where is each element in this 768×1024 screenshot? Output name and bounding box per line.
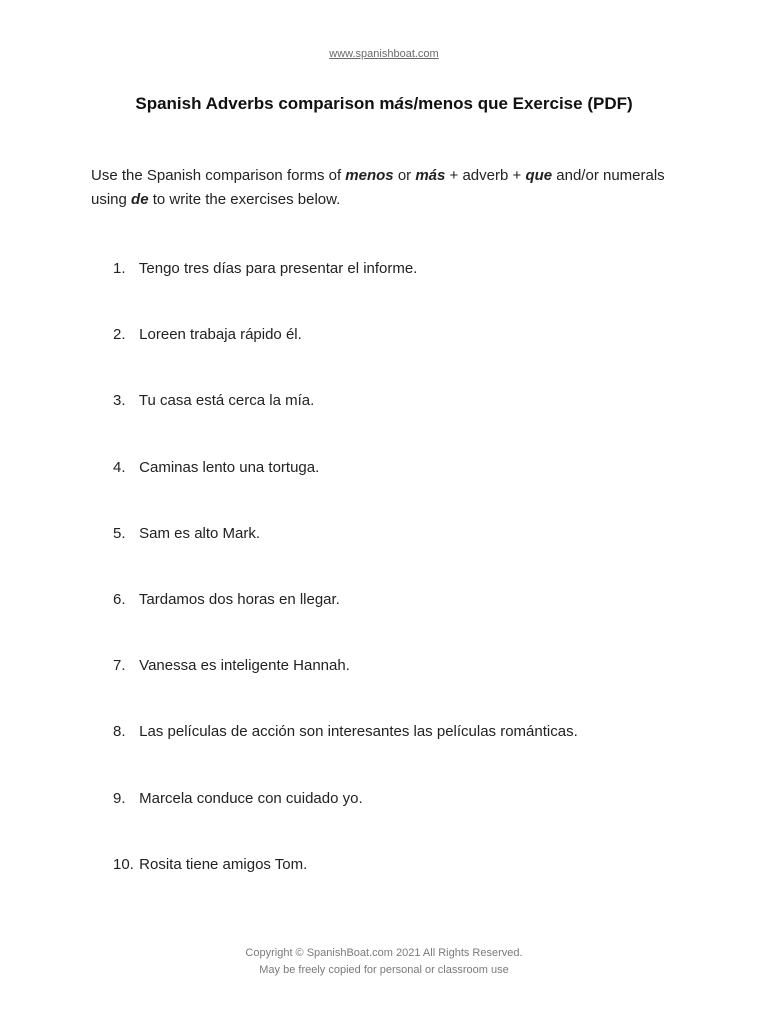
keyword-menos: menos xyxy=(345,167,394,184)
exercise-item-4 xyxy=(113,456,713,522)
exercise-text: Loreen trabaja rápido él. xyxy=(139,326,302,344)
title-part-2: s/menos que Exercise (PDF) xyxy=(404,94,633,113)
exercise-item-1 xyxy=(113,257,713,323)
keyword-de: de xyxy=(131,191,149,208)
exercise-number: 6. xyxy=(113,590,126,608)
exercise-text: Sam es alto Mark. xyxy=(139,524,261,542)
keyword-mas: más xyxy=(415,167,446,184)
exercise-number: 7. xyxy=(113,657,126,675)
exercise-item-6 xyxy=(113,588,713,654)
exercise-number: 8. xyxy=(113,723,126,741)
exercise-item-10 xyxy=(113,853,713,919)
exercise-item-7 xyxy=(113,654,713,720)
footer-usage-note: May be freely copied for personal or classroom use xyxy=(259,964,509,976)
exercise-number: 9. xyxy=(113,789,126,807)
exercise-text: Marcela conduce con cuidado yo. xyxy=(139,789,363,807)
exercise-text: Rosita tiene amigos Tom. xyxy=(139,855,308,873)
exercise-text: Las películas de acción son interesantes las películas románticas. xyxy=(139,723,578,741)
intro-text-1: Use the Spanish comparison forms of xyxy=(91,167,346,184)
keyword-que: que xyxy=(525,167,553,184)
exercise-item-9 xyxy=(113,787,713,853)
intro-text-3: + adverb + xyxy=(445,167,526,184)
exercise-item-5 xyxy=(113,522,713,588)
exercise-number: 5. xyxy=(113,524,126,542)
instructions-paragraph xyxy=(91,164,691,212)
page-title xyxy=(0,94,768,114)
exercise-text: Tengo tres días para presentar el informe. xyxy=(138,260,418,277)
title-accent: á xyxy=(394,94,404,113)
exercise-number: 3. xyxy=(113,392,126,410)
exercise-item-8 xyxy=(113,720,713,786)
exercise-text: Caminas lento una tortuga. xyxy=(139,458,320,476)
title-part-1: Spanish Adverbs comparison m xyxy=(135,94,395,113)
intro-text-5: to write the exercises below. xyxy=(148,191,341,208)
intro-text-2: or xyxy=(393,167,416,184)
exercise-number: 10. xyxy=(113,855,134,873)
exercise-item-2 xyxy=(113,323,713,389)
header-website-link[interactable]: www.spanishboat.com xyxy=(329,48,439,60)
footer xyxy=(0,945,768,979)
exercise-text: Vanessa es inteligente Hannah. xyxy=(139,657,350,675)
exercise-number: 2. xyxy=(113,326,126,344)
exercise-number: 1. xyxy=(113,260,126,277)
exercise-list xyxy=(113,257,713,919)
exercise-item-3 xyxy=(113,389,713,455)
exercise-number: 4. xyxy=(113,458,126,476)
exercise-text: Tu casa está cerca la mía. xyxy=(138,392,315,410)
footer-copyright: Copyright © SpanishBoat.com 2021 All Rights Reserved. xyxy=(245,947,523,959)
intro-text-4: and/or numerals using xyxy=(91,167,665,208)
exercise-text: Tardamos dos horas en llegar. xyxy=(138,590,340,608)
